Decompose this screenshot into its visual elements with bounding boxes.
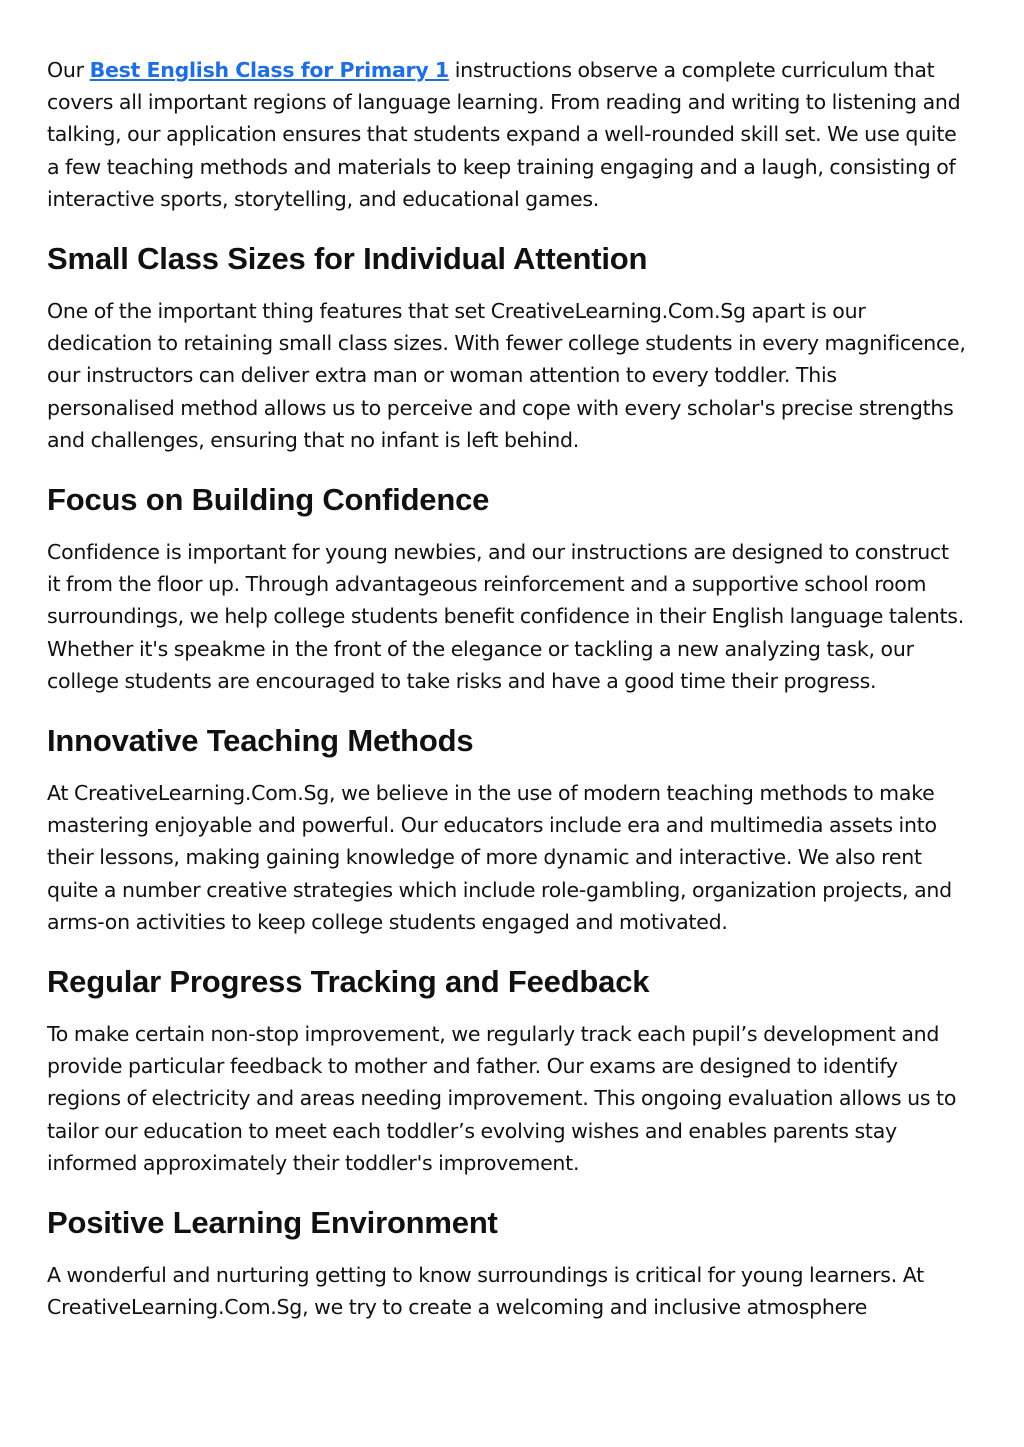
intro-paragraph xyxy=(47,54,967,215)
section-body-small-class-sizes: One of the important thing features that set CreativeLearning.Com.Sg apart is our dedication to retaining small class sizes. With fewer college students in every magnificence, our instructors can deliver extra man or woman attention to every toddler. This personalised method allows us to perceive and cope with every scholar's precise strengths and challenges, ensuring that no infant is left behind. xyxy=(47,299,966,452)
section-body-progress-tracking: To make certain non-stop improvement, we regularly track each pupil’s development and provide particular feedback to mother and father. Our exams are designed to identify regions of electricity and areas needing improvement. This ongoing evaluation allows us to tailor our education to meet each toddler’s evolving wishes and enables parents stay informed approximately their toddler's improvement. xyxy=(47,1022,957,1175)
section-body-building-confidence: Confidence is important for young newbies, and our instructions are designed to construct it from the floor up. Through advantageous reinforcement and a supportive school room surroundings, we help college students benefit confidence in their English language talents. Whether it's speakme in the front of the elegance or tackling a new analyzing task, our college students are encouraged to take risks and have a good time their progress. xyxy=(47,540,964,693)
section-body-positive-environment: A wonderful and nurturing getting to know surroundings is critical for young learners. At CreativeLearning.Com.Sg, we try to create a welcoming and inclusive atmosphere xyxy=(47,1263,924,1320)
section-heading-building-confidence: Focus on Building Confidence xyxy=(47,482,490,518)
section-heading-small-class-sizes: Small Class Sizes for Individual Attention xyxy=(47,241,648,277)
section-body-innovative-teaching: At CreativeLearning.Com.Sg, we believe in the use of modern teaching methods to make mastering enjoyable and powerful. Our educators include era and multimedia assets into their lessons, making gaining knowledge of more dynamic and interactive. We also rent quite a number creative strategies which include role-gambling, organization projects, and arms-on activities to keep college students engaged and motivated. xyxy=(47,781,952,934)
document-page xyxy=(47,54,967,1323)
intro-prefix: Our xyxy=(47,58,90,82)
section-heading-innovative-teaching: Innovative Teaching Methods xyxy=(47,723,474,759)
best-english-class-link[interactable]: Best English Class for Primary 1 xyxy=(89,58,449,82)
intro-suffix: instructions observe a complete curriculum that covers all important regions of language learning. From reading and writing to listening and talking, our application ensures that students expand a well-rounded skill set. We use quite a few teaching methods and materials to keep training engaging and a laugh, consisting of interactive sports, storytelling, and educational games. xyxy=(47,58,961,211)
section-heading-positive-environment: Positive Learning Environment xyxy=(47,1205,498,1241)
section-heading-progress-tracking: Regular Progress Tracking and Feedback xyxy=(47,964,650,1000)
